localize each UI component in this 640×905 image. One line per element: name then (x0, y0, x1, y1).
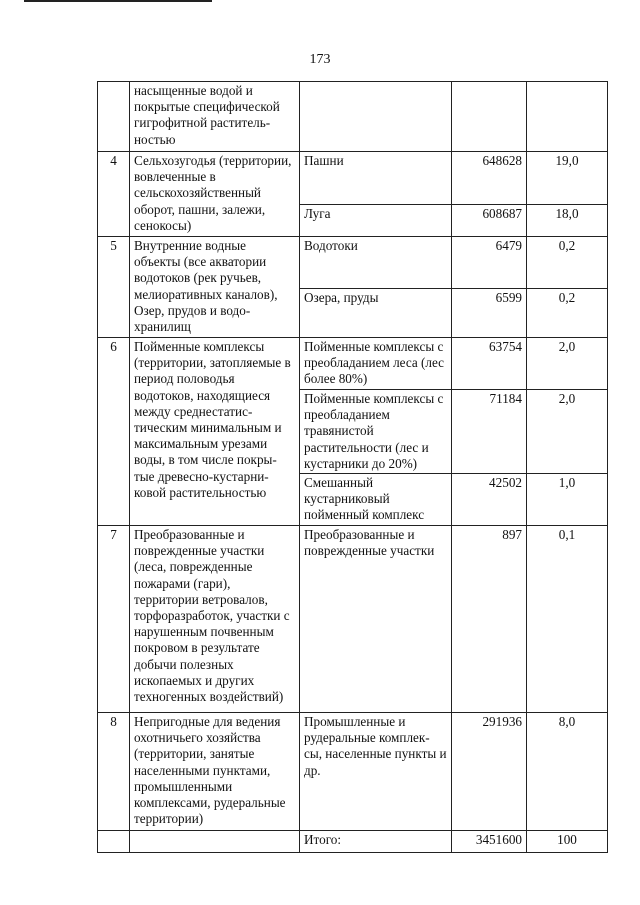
area-cell: 63754 (452, 338, 527, 390)
percent-cell: 19,0 (527, 152, 608, 205)
top-rule (24, 0, 212, 2)
percent-cell: 18,0 (527, 205, 608, 237)
total-percent: 100 (527, 831, 608, 853)
area-cell: 6599 (452, 289, 527, 338)
land-categories-table (97, 81, 608, 853)
row-number-cell: 7 (98, 526, 130, 713)
row-number-cell: 4 (98, 152, 130, 237)
type-cell (300, 82, 452, 152)
total-row (98, 831, 608, 853)
page-number: 173 (309, 52, 331, 67)
area-cell (452, 82, 527, 152)
percent-cell: 8,0 (527, 713, 608, 831)
type-cell: Луга (300, 205, 452, 237)
type-cell: Водотоки (300, 237, 452, 289)
total-area: 3451600 (452, 831, 527, 853)
row-number-cell: 6 (98, 338, 130, 526)
category-cell: Внутренние водные объекты (все акватории водотоков (рек ручьев, мелиоративных каналов), Озер, прудов и водо-хранилищ (130, 237, 300, 338)
category-cell: Сельхозугодья (территории, вовлеченные в сельскохозяйственный оборот, пашни, залежи, сенокосы) (130, 152, 300, 237)
percent-cell: 0,2 (527, 237, 608, 289)
table-row (98, 152, 608, 205)
category-cell: Пойменные комплексы (территории, затопляемые в период половодья водотоков, находящиеся между среднестатис-тическим минимальным и максимальным урезами воды, в том числе покры-тые древесно-кустарни-ковой растительностью (130, 338, 300, 526)
category-cell: насыщенные водой и покрытые специфической гигрофитной раститель-ностью (130, 82, 300, 152)
row-number-cell (98, 82, 130, 152)
type-cell: Пашни (300, 152, 452, 205)
type-cell: Смешанный кустарниковый пойменный комплекс (300, 474, 452, 526)
type-cell: Преобразованные и поврежденные участки (300, 526, 452, 713)
area-cell: 6479 (452, 237, 527, 289)
row-number-cell: 5 (98, 237, 130, 338)
table-row (98, 82, 608, 152)
area-cell: 42502 (452, 474, 527, 526)
area-cell: 291936 (452, 713, 527, 831)
type-cell: Озера, пруды (300, 289, 452, 338)
type-cell: Пойменные комплексы с преобладанием леса (лес более 80%) (300, 338, 452, 390)
row-number-cell: 8 (98, 713, 130, 831)
percent-cell: 2,0 (527, 338, 608, 390)
percent-cell: 1,0 (527, 474, 608, 526)
total-label: Итого: (300, 831, 452, 853)
table-row (98, 526, 608, 713)
category-cell: Преобразованные и поврежденные участки (леса, поврежденные пожарами (гари), территории ветровалов, торфоразработок, участки с нарушенным почвенным покровом в результате добычи полезных ископаемых и других техногенных воздействий) (130, 526, 300, 713)
row-number-cell (98, 831, 130, 853)
type-cell: Пойменные комплексы с преобладанием травянистой растительности (лес и кустарники до 20%) (300, 390, 452, 474)
area-cell: 71184 (452, 390, 527, 474)
percent-cell: 0,1 (527, 526, 608, 713)
category-cell: Непригодные для ведения охотничьего хозяйства (территории, занятые населенными пунктами, промышленными комплексами, рудеральные территории) (130, 713, 300, 831)
percent-cell: 2,0 (527, 390, 608, 474)
area-cell: 897 (452, 526, 527, 713)
category-cell (130, 831, 300, 853)
percent-cell: 0,2 (527, 289, 608, 338)
percent-cell (527, 82, 608, 152)
table-row (98, 338, 608, 390)
type-cell: Промышленные и рудеральные комплек-сы, населенные пункты и др. (300, 713, 452, 831)
area-cell: 608687 (452, 205, 527, 237)
table-row (98, 237, 608, 289)
table-row (98, 713, 608, 831)
area-cell: 648628 (452, 152, 527, 205)
